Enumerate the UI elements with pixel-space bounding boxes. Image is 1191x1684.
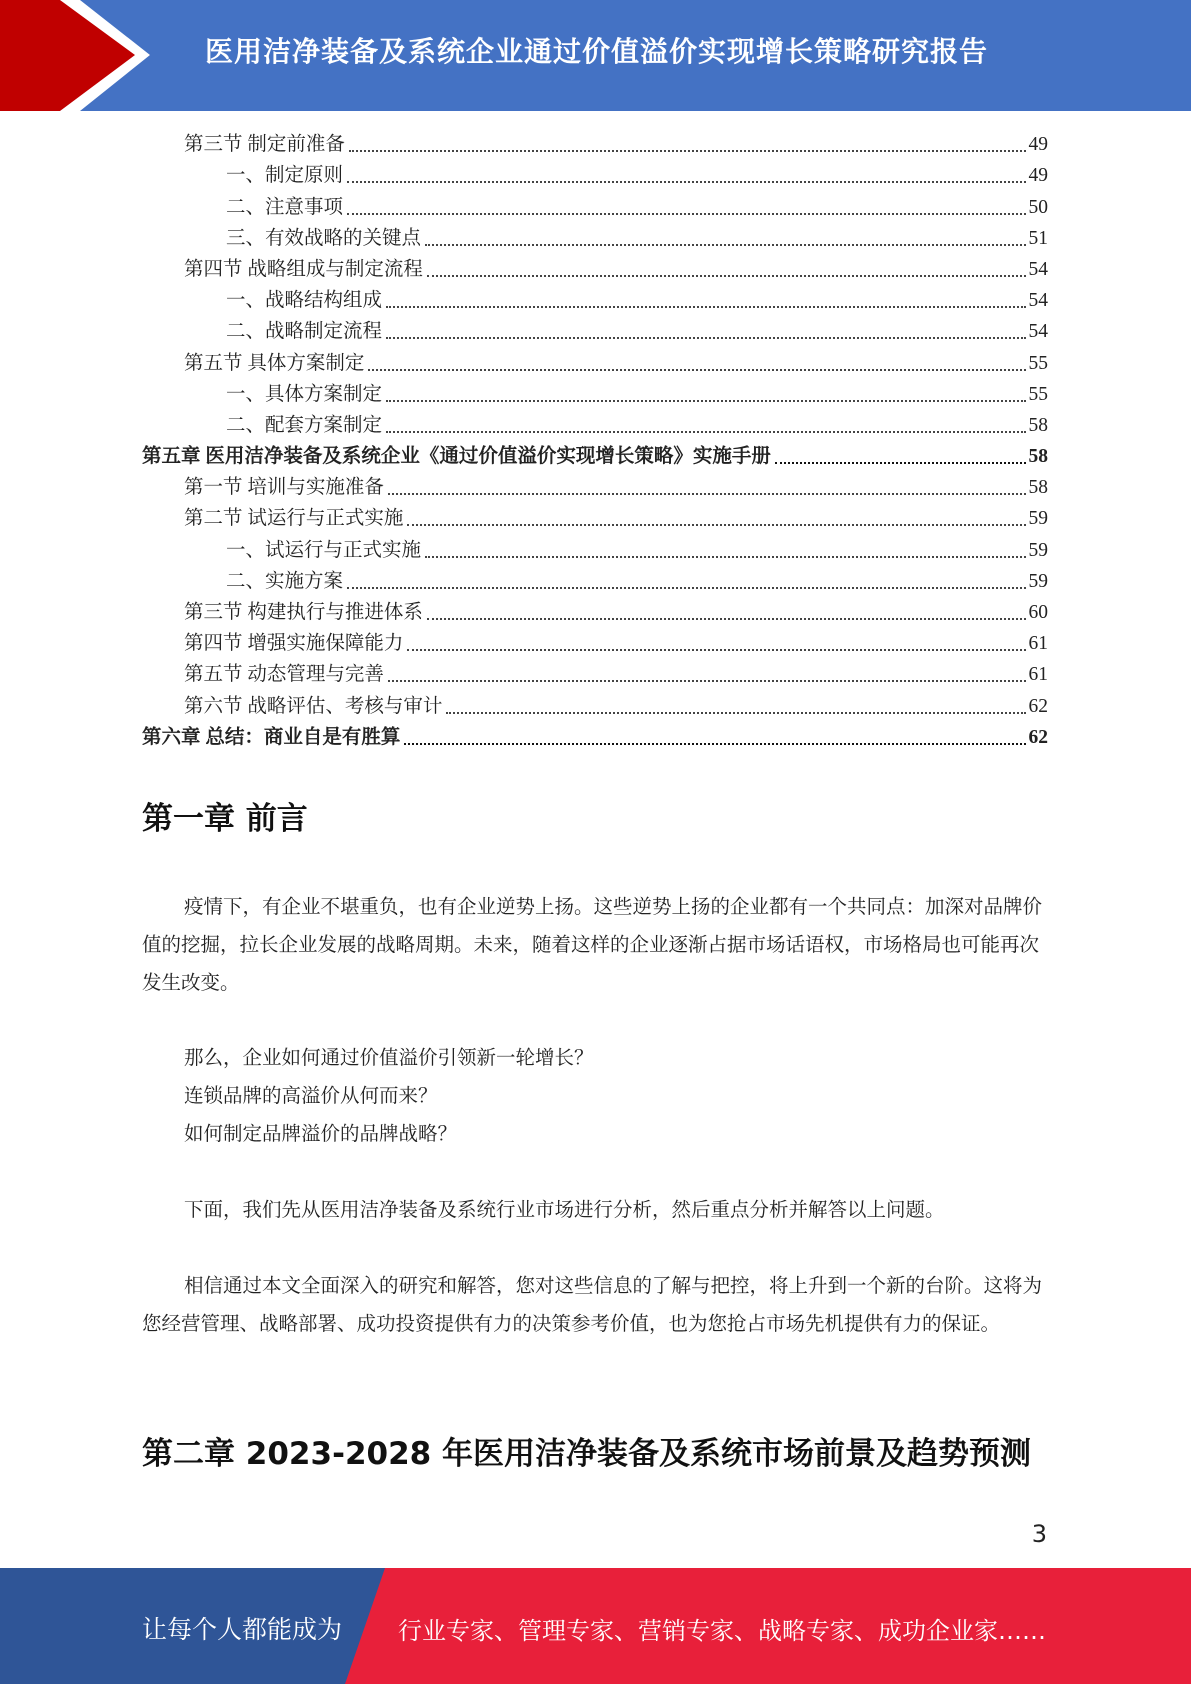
toc-entry-label: 第二节 试运行与正式实施	[184, 508, 404, 530]
toc-entry-label: 三、有效战略的关键点	[226, 227, 422, 249]
toc-entry-page: 50	[1028, 196, 1048, 218]
toc-leader-dots	[347, 181, 1025, 183]
toc-leader-dots	[427, 618, 1026, 620]
toc-entry-page: 54	[1028, 258, 1048, 280]
toc-leader-dots	[347, 587, 1025, 589]
toc-entry-page: 60	[1028, 602, 1048, 623]
toc-entry-label: 一、制定原则	[226, 165, 344, 187]
toc-entry-label: 第六节 战略评估、考核与审计	[184, 695, 443, 717]
toc-entry-page: 62	[1028, 695, 1048, 717]
toc-entry[interactable]	[142, 190, 1048, 221]
toc-entry-page: 55	[1028, 352, 1048, 374]
header-title: 医用洁净装备及系统企业通过价值溢价实现增长策略研究报告	[205, 35, 989, 68]
question-3: 如何制定品牌溢价的品牌战略？	[184, 1124, 458, 1145]
toc-entry-page: 49	[1028, 165, 1048, 187]
toc-entry[interactable]	[142, 627, 1048, 658]
toc-entry-page: 58	[1028, 414, 1048, 436]
toc-entry[interactable]	[142, 253, 1048, 284]
toc-entry-label: 第六章 总结：商业自是有胜算	[142, 726, 401, 748]
toc-leader-dots	[388, 680, 1026, 682]
toc-entry-label: 第一节 培训与实施准备	[184, 477, 384, 499]
page-number: 3	[1031, 1520, 1047, 1548]
toc-entry[interactable]	[142, 128, 1048, 159]
toc-entry-page: 49	[1028, 134, 1048, 156]
toc-entry-label: 第五节 动态管理与完善	[184, 664, 384, 686]
footer-slogan-left: 让每个人都能成为	[142, 1615, 343, 1644]
toc-entry[interactable]	[142, 284, 1048, 315]
toc-entry-page: 55	[1028, 383, 1048, 405]
toc-leader-dots	[446, 712, 1025, 714]
toc-entry[interactable]	[142, 502, 1048, 533]
toc-entry-page: 51	[1028, 227, 1048, 249]
toc-entry-page: 59	[1028, 539, 1048, 561]
toc-entry[interactable]	[142, 440, 1048, 471]
toc-entry-label: 第四节 战略组成与制定流程	[184, 258, 423, 280]
intro-paragraph-1: 疫情下，有企业不堪重负，也有企业逆势上扬。这些逆势上扬的企业都有一个共同点：加深对品牌价值的挖掘，拉长企业发展的战略周期。未来，随着这样的企业逐渐占据市场话语权，市场格局也可能再次发生改变。	[142, 897, 1043, 994]
toc-entry[interactable]	[142, 222, 1048, 253]
toc-leader-dots	[425, 244, 1025, 246]
toc-entry[interactable]	[142, 315, 1048, 346]
toc-entry-label: 二、战略制定流程	[226, 321, 383, 343]
toc-entry[interactable]	[142, 409, 1048, 440]
toc-entry-label: 二、配套方案制定	[226, 414, 383, 436]
toc-leader-dots	[407, 649, 1025, 651]
toc-entry[interactable]	[142, 658, 1048, 689]
toc-leader-dots	[775, 462, 1026, 464]
table-of-contents	[142, 128, 1048, 752]
toc-entry-label: 一、战略结构组成	[226, 290, 383, 312]
toc-entry-page: 59	[1028, 508, 1048, 530]
toc-entry[interactable]	[142, 596, 1048, 627]
toc-leader-dots	[386, 431, 1025, 433]
toc-leader-dots	[349, 150, 1026, 152]
toc-entry[interactable]	[142, 689, 1048, 720]
toc-entry[interactable]	[142, 533, 1048, 564]
chapter-2-title: 第二章 2023-2028 年医用洁净装备及系统市场前景及趋势预测	[142, 1436, 1032, 1472]
toc-entry[interactable]	[142, 565, 1048, 596]
toc-entry-label: 第五节 具体方案制定	[184, 352, 365, 374]
toc-entry-label: 二、实施方案	[226, 570, 344, 592]
toc-entry-label: 一、具体方案制定	[226, 383, 383, 405]
toc-leader-dots	[425, 556, 1025, 558]
toc-entry[interactable]	[142, 721, 1048, 752]
question-1: 那么，企业如何通过价值溢价引领新一轮增长？	[184, 1048, 594, 1069]
toc-entry-label: 第三节 制定前准备	[184, 134, 345, 156]
intro-paragraph-3: 相信通过本文全面深入的研究和解答，您对这些信息的了解与把控，将上升到一个新的台阶。这将为您经营管理、战略部署、成功投资提供有力的决策参考价值，也为您抢占市场先机提供有力的保证。	[142, 1276, 1043, 1335]
toc-entry-page: 61	[1028, 633, 1048, 655]
intro-paragraph-2: 下面，我们先从医用洁净装备及系统行业市场进行分析，然后重点分析并解答以上问题。	[184, 1200, 945, 1221]
toc-entry-page: 58	[1028, 477, 1048, 499]
chapter-1-title: 第一章 前言	[142, 801, 308, 837]
toc-entry-page: 62	[1028, 726, 1048, 748]
toc-leader-dots	[347, 213, 1025, 215]
toc-entry-page: 59	[1028, 570, 1048, 592]
toc-entry-page: 54	[1028, 321, 1048, 343]
toc-entry[interactable]	[142, 378, 1048, 409]
toc-entry-label: 一、试运行与正式实施	[226, 539, 422, 561]
toc-leader-dots	[386, 337, 1025, 339]
toc-entry[interactable]	[142, 346, 1048, 377]
toc-leader-dots	[386, 306, 1025, 308]
toc-entry-page: 54	[1028, 290, 1048, 312]
toc-leader-dots	[386, 400, 1025, 402]
toc-entry-label: 第三节 构建执行与推进体系	[184, 602, 423, 623]
toc-entry[interactable]	[142, 159, 1048, 190]
toc-entry-label: 二、注意事项	[226, 196, 344, 218]
question-2: 连锁品牌的高溢价从何而来？	[184, 1086, 438, 1107]
toc-entry-page: 61	[1028, 664, 1048, 686]
toc-entry-label: 第五章 医用洁净装备及系统企业《通过价值溢价实现增长策略》实施手册	[142, 446, 771, 468]
footer-slogan-right: 行业专家、管理专家、营销专家、战略专家、成功企业家……	[398, 1617, 1046, 1645]
toc-leader-dots	[427, 275, 1026, 277]
page-footer	[0, 1568, 1191, 1684]
toc-entry-page: 58	[1028, 446, 1048, 468]
toc-entry[interactable]	[142, 471, 1048, 502]
toc-leader-dots	[407, 524, 1025, 526]
toc-leader-dots	[404, 743, 1025, 745]
toc-leader-dots	[368, 369, 1025, 371]
toc-entry-label: 第四节 增强实施保障能力	[184, 633, 404, 655]
toc-leader-dots	[388, 493, 1026, 495]
page-header	[0, 0, 1191, 111]
